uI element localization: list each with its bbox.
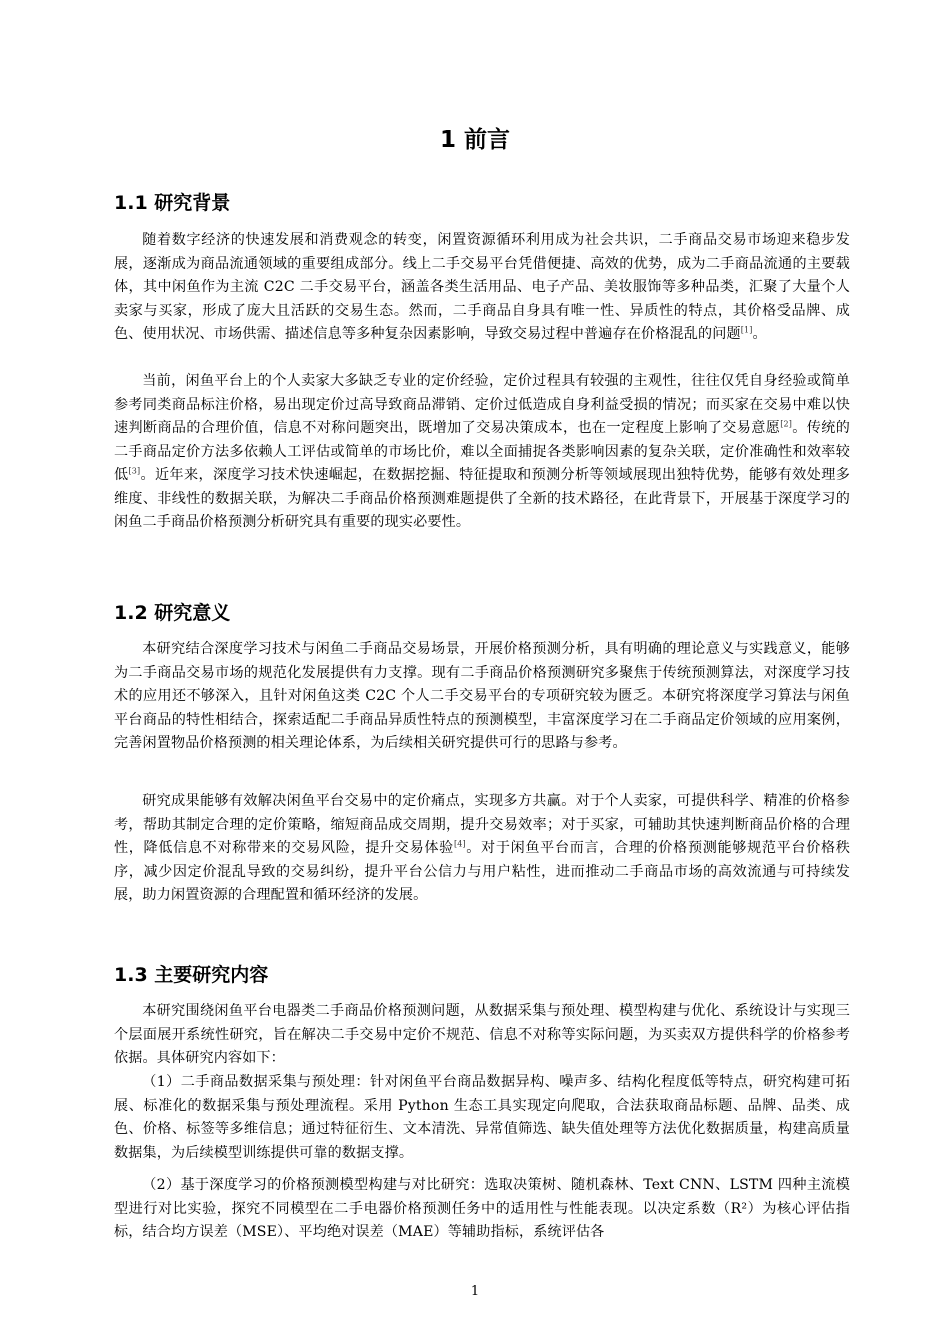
citation-ref: [3]: [128, 466, 141, 476]
paragraph-main-content-intro: 本研究围绕闲鱼平台电器类二手商品价格预测问题，从数据采集与预处理、模型构建与优化、系统设计与实现三个层面展开系统性研究，旨在解决二手交易中定价不规范、信息不对称等实际问题，为买卖双方提供科学的价格参考依据。具体研究内容如下：: [114, 1003, 850, 1066]
citation-ref: [1]: [740, 325, 753, 335]
paragraph-significance-2: 研究成果能够有效解决闲鱼平台交易中的定价痛点，实现多方共赢。对于个人卖家，可提供科学、精准的价格参考，帮助其制定合理的定价策略，缩短商品成交周期，提升交易效率；对于买家，可辅助其快速判断商品价格的合理性，降低信息不对称带来的交易风险，提升交易体验[4]。对于闲鱼平台而言，合理的价格预测能够规范平台价格秩序，减少因定价混乱导致的交易纠纷，提升平台公信力与用户粘性，进而推动二手商品市场的高效流通与可持续发展，助力闲置资源的合理配置和循环经济的发展。: [114, 793, 850, 903]
paragraph-background-1: 随着数字经济的快速发展和消费观念的转变，闲置资源循环利用成为社会共识，二手商品交易市场迎来稳步发展，逐渐成为商品流通领域的重要组成部分。线上二手交易平台凭借便捷、高效的优势，成为二手商品流通的主要载体，其中闲鱼作为主流 C2C 二手交易平台，涵盖各类生活用品、电子产品、美妆服饰等多种品类，汇聚了大量个人卖家与买家，形成了庞大且活跃的交易生态。然而，二手商品自身具有唯一性、异质性的特点，其价格受品牌、成色、使用状况、市场供需、描述信息等多种复杂因素影响，导致交易过程中普遍存在价格混乱的问题[1]。: [114, 232, 850, 342]
citation-ref: [4]: [453, 839, 466, 849]
paragraph-main-content-item-2: （2）基于深度学习的价格预测模型构建与对比研究：选取决策树、随机森林、Text CNN、LSTM 四种主流模型进行对比实验，探究不同模型在二手电器价格预测任务中的适用性与性能表现。以决定系数（R²）为核心评估指标，结合均方误差（MSE）、平均绝对误差（MAE）等辅助指标，系统评估各: [114, 1177, 850, 1240]
citation-ref: [2]: [780, 419, 793, 429]
paragraph-significance-1: 本研究结合深度学习技术与闲鱼二手商品交易场景，开展价格预测分析，具有明确的理论意义与实践意义，能够为二手商品交易市场的规范化发展提供有力支撑。现有二手商品价格预测研究多聚焦于传统预测算法，对深度学习技术的应用还不够深入，且针对闲鱼这类 C2C 个人二手交易平台的专项研究较为匮乏。本研究将深度学习算法与闲鱼平台商品的特性相结合，探索适配二手商品异质性特点的预测模型，丰富深度学习在二手商品定价领域的应用案例，完善闲置物品价格预测的相关理论体系，为后续相关研究提供可行的思路与参考。: [114, 641, 850, 751]
page-number: 1: [470, 1284, 480, 1299]
paragraph-background-2: 当前，闲鱼平台上的个人卖家大多缺乏专业的定价经验，定价过程具有较强的主观性，往往仅凭自身经验或简单参考同类商品标注价格，易出现定价过高导致商品滞销、定价过低造成自身利益受损的情况；而买家在交易中难以快速判断商品的合理价值，信息不对称问题突出，既增加了交易决策成本，也在一定程度上影响了交易意愿[2]。传统的二手商品定价方法多依赖人工评估或简单的市场比价，难以全面捕捉各类影响因素的复杂关联，定价准确性和效率较低[3]。近年来，深度学习技术快速崛起，在数据挖掘、特征提取和预测分析等领域展现出独特优势，能够有效处理多维度、非线性的数据关联，为解决二手商品价格预测难题提供了全新的技术路径，在此背景下，开展基于深度学习的闲鱼二手商品价格预测分析研究具有重要的现实必要性。: [114, 373, 850, 530]
paragraph-main-content-item-1: （1）二手商品数据采集与预处理：针对闲鱼平台商品数据异构、噪声多、结构化程度低等特点，研究构建可拓展、标准化的数据采集与预处理流程。采用 Python 生态工具实现定向爬取，合法获取商品标题、品牌、品类、成色、价格、标签等多维信息；通过特征衍生、文本清洗、异常值筛选、缺失值处理等方法优化数据质量，构建高质量数据集，为后续模型训练提供可靠的数据支撑。: [114, 1074, 850, 1161]
section-title-significance: 1.2 研究意义: [114, 602, 231, 624]
section-title-background: 1.1 研究背景: [114, 192, 231, 214]
section-title-main-content: 1.3 主要研究内容: [114, 964, 269, 986]
chapter-title: 1 前言: [439, 127, 510, 153]
